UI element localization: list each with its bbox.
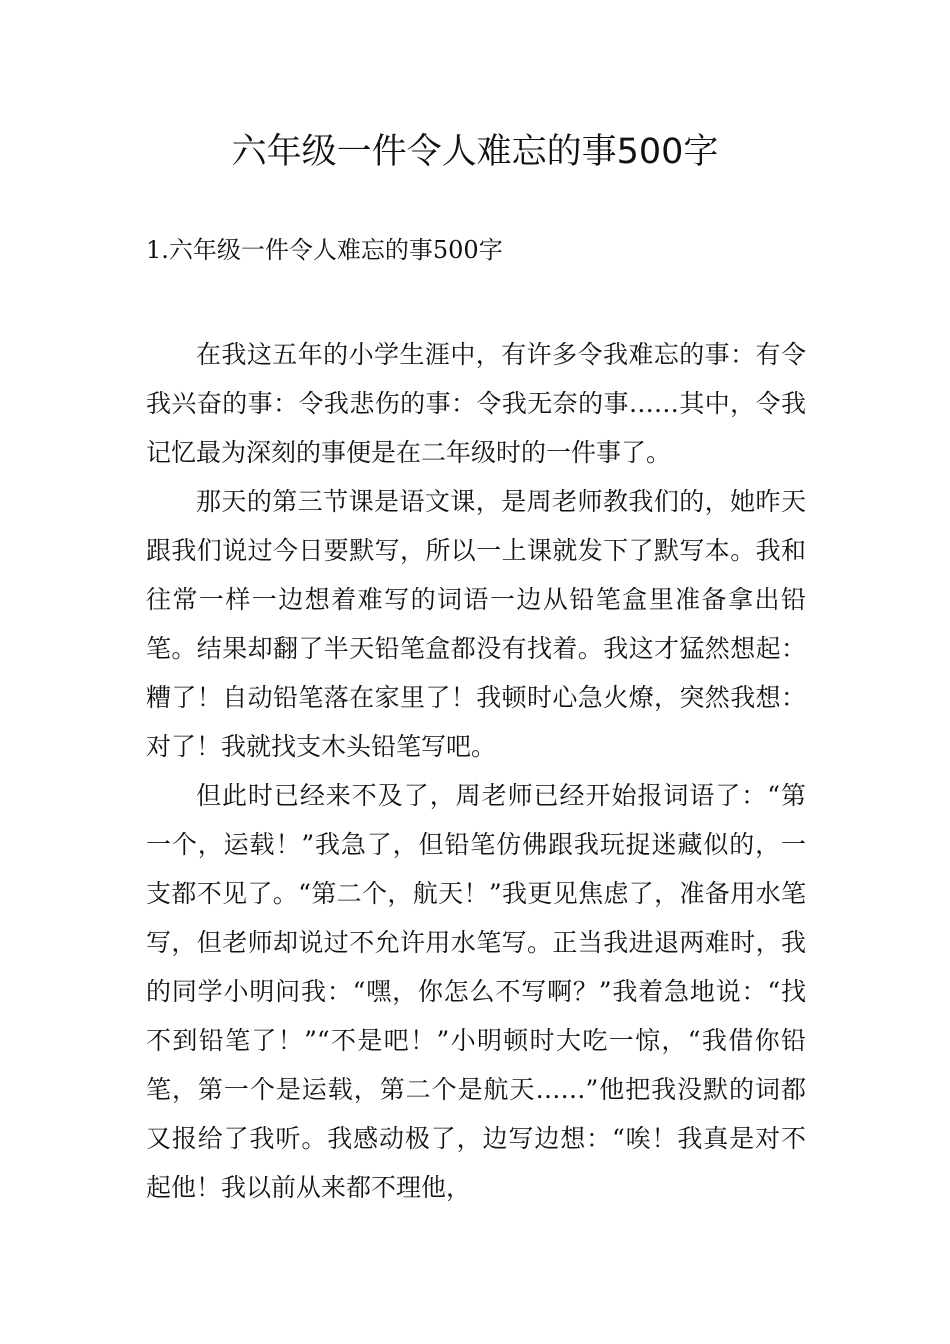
paragraph-2: 那天的第三节课是语文课，是周老师教我们的，她昨天跟我们说过今日要默写，所以一上课就发下了默写本。我和往常一样一边想着难写的词语一边从铅笔盒里准备拿出铅笔。结果却翻了半天铅笔盒都没有找着。我这才猛然想起：糟了！自动铅笔落在家里了！我顿时心急火燎，突然我想：对了！我就找支木头铅笔写吧。: [146, 487, 806, 761]
paragraph-1: 在我这五年的小学生涯中，有许多令我难忘的事：有令我兴奋的事：令我悲伤的事：令我无奈的事……其中，令我记忆最为深刻的事便是在二年级时的一件事了。: [146, 340, 806, 467]
paragraph-3: 但此时已经来不及了，周老师已经开始报词语了：“第一个，运载！”我急了，但铅笔仿佛跟我玩捉迷藏似的，一支都不见了。“第二个，航天！”我更见焦虑了，准备用水笔写，但老师却说过不允许用水笔写。正当我进退两难时，我的同学小明问我：“嘿，你怎么不写啊？”我着急地说：“找不到铅笔了！”“不是吧！”小明顿时大吃一惊，“我借你铅笔，第一个是运载，第二个是航天……”他把我没默的词都又报给了我听。我感动极了，边写边想：“唉！我真是对不起他！我以前从来都不理他，: [146, 781, 806, 1202]
article-body: [146, 330, 806, 1212]
section-heading: 1.六年级一件令人难忘的事500字: [146, 236, 503, 264]
document-title: 六年级一件令人难忘的事500字: [231, 132, 719, 172]
